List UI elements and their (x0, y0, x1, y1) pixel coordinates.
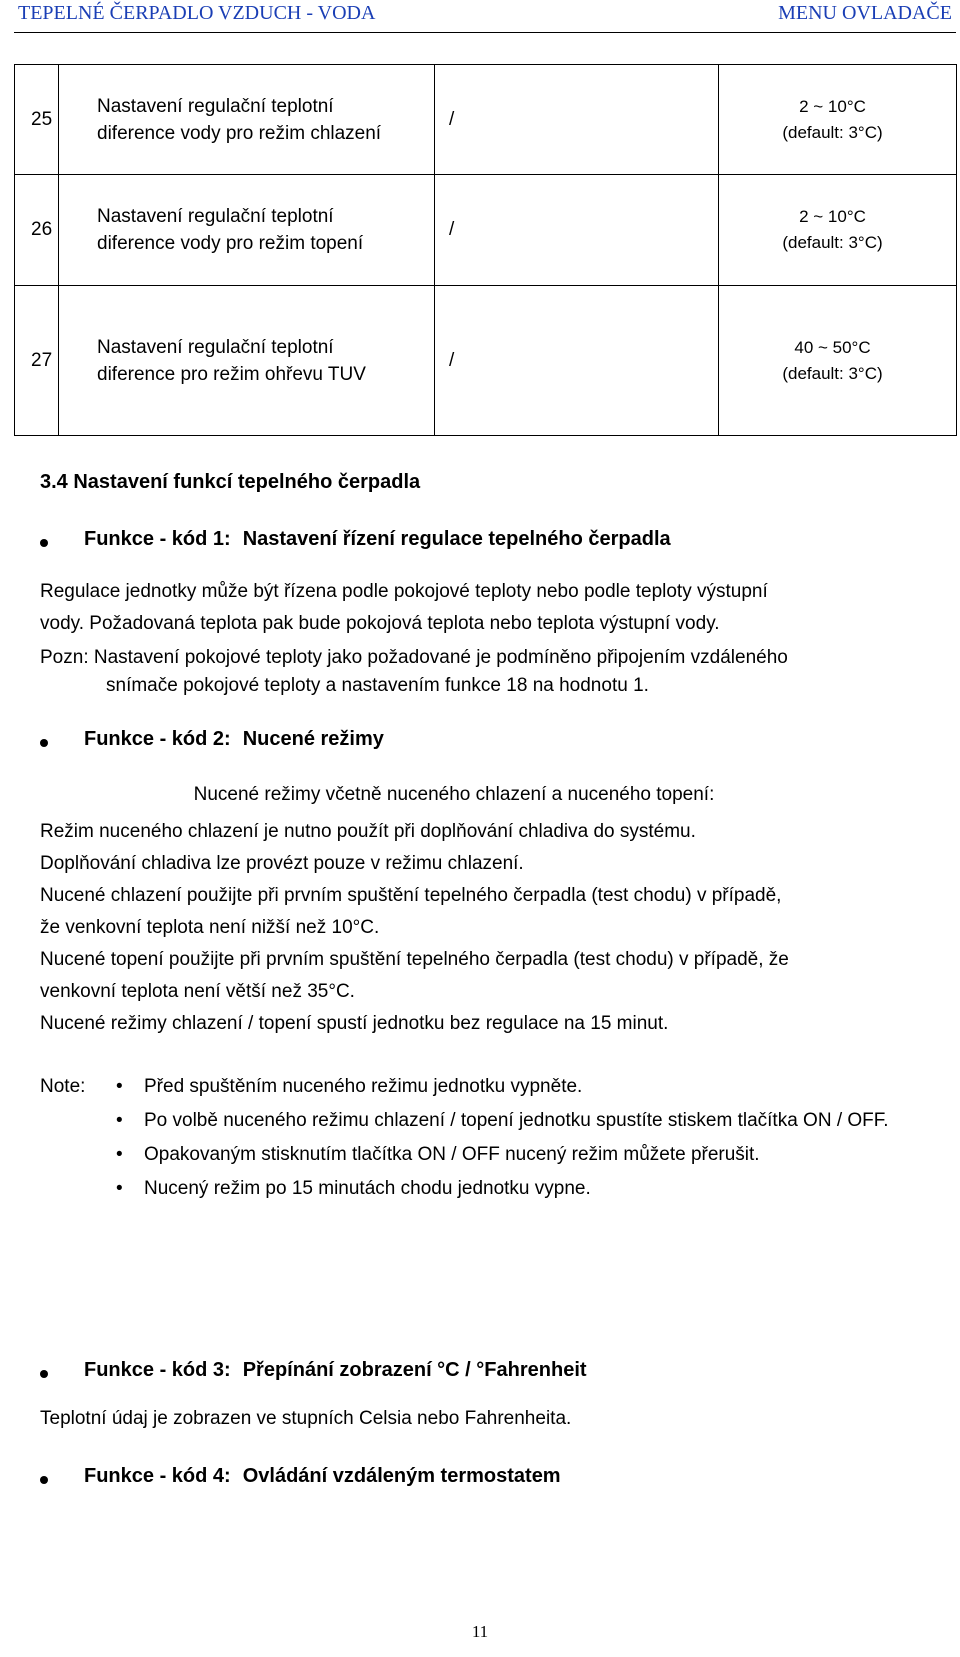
param-unit: / (435, 286, 719, 436)
param-range: 40 ~ 50°C (default: 3°C) (719, 286, 957, 436)
header-section: MENU OVLADAČE (778, 2, 952, 24)
bullet-dot-icon (40, 739, 48, 747)
function-2-heading (40, 728, 384, 751)
table-row (15, 65, 957, 175)
param-range: 2 ~ 10°C (default: 3°C) (719, 65, 957, 175)
param-description: Nastavení regulační teplotní diference vody pro režim topení (59, 175, 435, 286)
function-1-description: Regulace jednotky může být řízena podle pokojové teploty nebo podle teploty výstupní vody. Požadovaná teplota pak bude pokojová teplota nebo teplota výstupní vody. (40, 581, 768, 634)
list-item: • Před spuštěním nuceného režimu jednotku vypněte. (116, 1071, 936, 1103)
list-item: • Po volbě nuceného režimu chlazení / topení jednotku spustíte stiskem tlačítka ON / OFF. (116, 1105, 936, 1137)
page-header (14, 0, 956, 33)
table-row (15, 175, 957, 286)
function-title: Nastavení řízení regulace tepelného čerpadla (242, 528, 671, 550)
function-code: Funkce - kód 1: (84, 528, 231, 550)
bullet-dot-icon (40, 1370, 48, 1378)
page-number: 11 (471, 1622, 489, 1641)
function-1-heading (40, 528, 671, 551)
bullet-icon: • (116, 1110, 123, 1131)
bullet-icon: • (116, 1178, 123, 1199)
function-title: Nucené režimy (242, 728, 384, 750)
bullet-dot-icon (40, 1476, 48, 1484)
param-unit: / (435, 175, 719, 286)
function-code: Funkce - kód 2: (84, 728, 231, 750)
list-item: • Nucený režim po 15 minutách chodu jednotku vypne. (116, 1173, 936, 1205)
bullet-dot-icon (40, 539, 48, 547)
note-list (116, 1071, 936, 1207)
list-item: • Opakovaným stisknutím tlačítka ON / OFF nucený režim můžete přerušit. (116, 1139, 936, 1171)
header-title: TEPELNÉ ČERPADLO VZDUCH - VODA (18, 2, 376, 24)
param-description: Nastavení regulační teplotní diference vody pro režim chlazení (59, 65, 435, 175)
param-description: Nastavení regulační teplotní diference pro režim ohřevu TUV (59, 286, 435, 436)
param-range: 2 ~ 10°C (default: 3°C) (719, 175, 957, 286)
bullet-icon: • (116, 1144, 123, 1165)
pozn-note: Pozn: Nastavení pokojové teploty jako požadované je podmíněno připojením vzdáleného snímače pokojové teploty a nastavením funkce 18 na hodnotu 1. (40, 647, 788, 696)
function-2-description: Režim nuceného chlazení je nutno použít při doplňování chladiva do systému. Doplňování chladiva lze provézt pouze v režimu chlazení. Nucené chlazení použijte při prvním spuštění tepelného čerpadla (test chodu) v případě, že venkovní teplota není nižší než 10°C. Nucené topení použijte při prvním spuštění tepelného čerpadla (test chodu) v případě, že venkovní teplota není větší než 35°C. Nucené režimy chlazení / topení spustí jednotku bez regulace na 15 minut. (40, 821, 789, 1034)
bullet-icon: • (116, 1076, 123, 1097)
parameter-table (14, 64, 957, 436)
table-row (15, 286, 957, 436)
pozn-label: Pozn (40, 647, 84, 668)
function-title: Přepínání zobrazení °C / °Fahrenheit (242, 1359, 587, 1381)
function-3-heading (40, 1359, 587, 1382)
function-2-subtitle: Nucené režimy včetně nuceného chlazení a nuceného topení: (193, 784, 715, 805)
param-number: 26 (15, 175, 59, 286)
note-label: Note: (40, 1076, 86, 1097)
param-number: 25 (15, 65, 59, 175)
function-title: Ovládání vzdáleným termostatem (242, 1465, 561, 1487)
function-code: Funkce - kód 3: (84, 1359, 231, 1381)
function-4-heading (40, 1465, 561, 1488)
function-3-description: Teplotní údaj je zobrazen ve stupních Celsia nebo Fahrenheita. (40, 1408, 572, 1429)
param-number: 27 (15, 286, 59, 436)
function-code: Funkce - kód 4: (84, 1465, 231, 1487)
param-unit: / (435, 65, 719, 175)
section-title: 3.4 Nastavení funkcí tepelného čerpadla (40, 471, 421, 493)
